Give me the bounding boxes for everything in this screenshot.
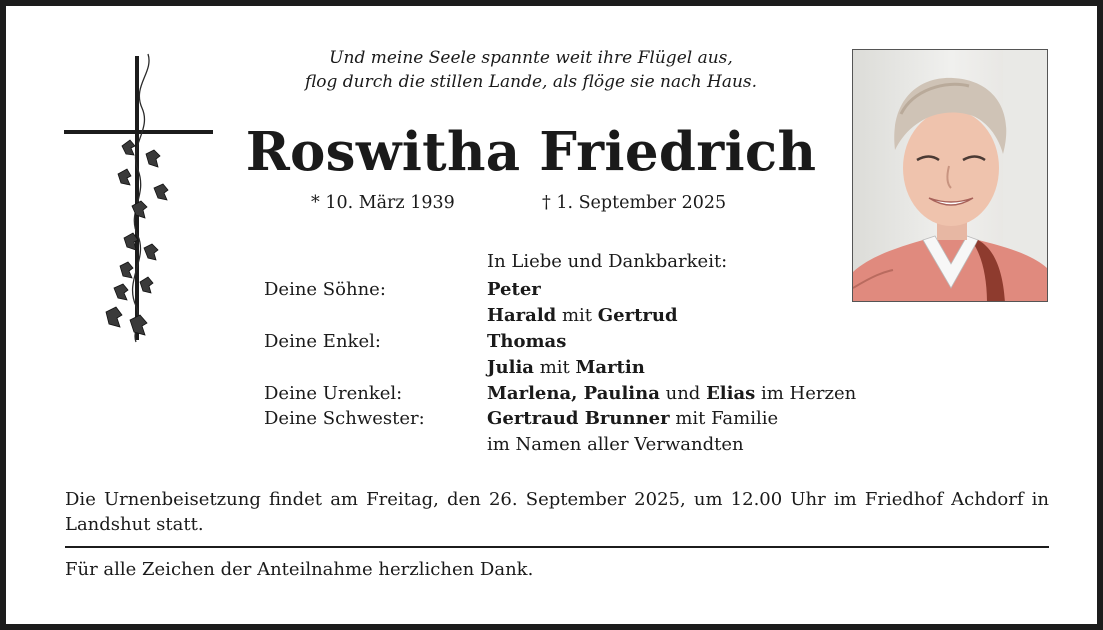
great-grandchildren-suffix: im Herzen [761,383,857,404]
great-grandchildren-and: und [665,383,701,404]
sister-label: Deine Schwester: [264,408,425,429]
cross-with-ivy-icon [62,50,217,350]
quote [221,46,841,94]
great-grandchildren-line [487,381,856,406]
grandchildren-label: Deine Enkel: [264,331,381,352]
son-name-2: Harald [487,305,557,326]
sister-line [487,406,778,431]
sister-name: Gertraud Brunner [487,408,670,429]
sons-line-2 [487,303,678,328]
grandchild-partner: Martin [575,357,645,378]
grandchildren-line-2 [487,355,645,380]
sister-suffix: mit Familie [675,408,779,429]
great-grandchildren-names: Marlena, Paulina [487,383,660,404]
portrait-photo [852,49,1048,302]
quote-line-1: Und meine Seele spannte weit ihre Flügel aus, [329,48,733,68]
sons-line-1 [487,277,541,302]
grandchild-name-1: Thomas [487,331,567,352]
birth-date: * 10. März 1939 [311,193,455,213]
sons-label: Deine Söhne: [264,279,386,300]
quote-line-2: flog durch die stillen Lande, als flöge sie nach Haus. [304,72,758,92]
deceased-name: Roswitha Friedrich [245,121,817,183]
family-intro: In Liebe und Dankbarkeit: [487,251,728,272]
son-partner: Gertrud [597,305,678,326]
son-name-1: Peter [487,279,541,300]
divider [65,546,1049,548]
death-date: † 1. September 2025 [542,193,727,213]
grandchild-name-2: Julia [487,357,534,378]
great-grandchildren-label: Deine Urenkel: [264,383,403,404]
grandchildren-with: mit [539,357,570,378]
funeral-notice: Die Urnenbeisetzung findet am Freitag, den 26. September 2025, um 12.00 Uhr im Friedhof Achdorf in Landshut statt. [65,489,1049,535]
great-grandchild-last: Elias [706,383,756,404]
thanks-line: Für alle Zeichen der Anteilnahme herzlichen Dank. [65,559,534,580]
sons-with: mit [561,305,593,326]
relatives-line: im Namen aller Verwandten [487,434,744,455]
grandchildren-line-1 [487,329,566,354]
